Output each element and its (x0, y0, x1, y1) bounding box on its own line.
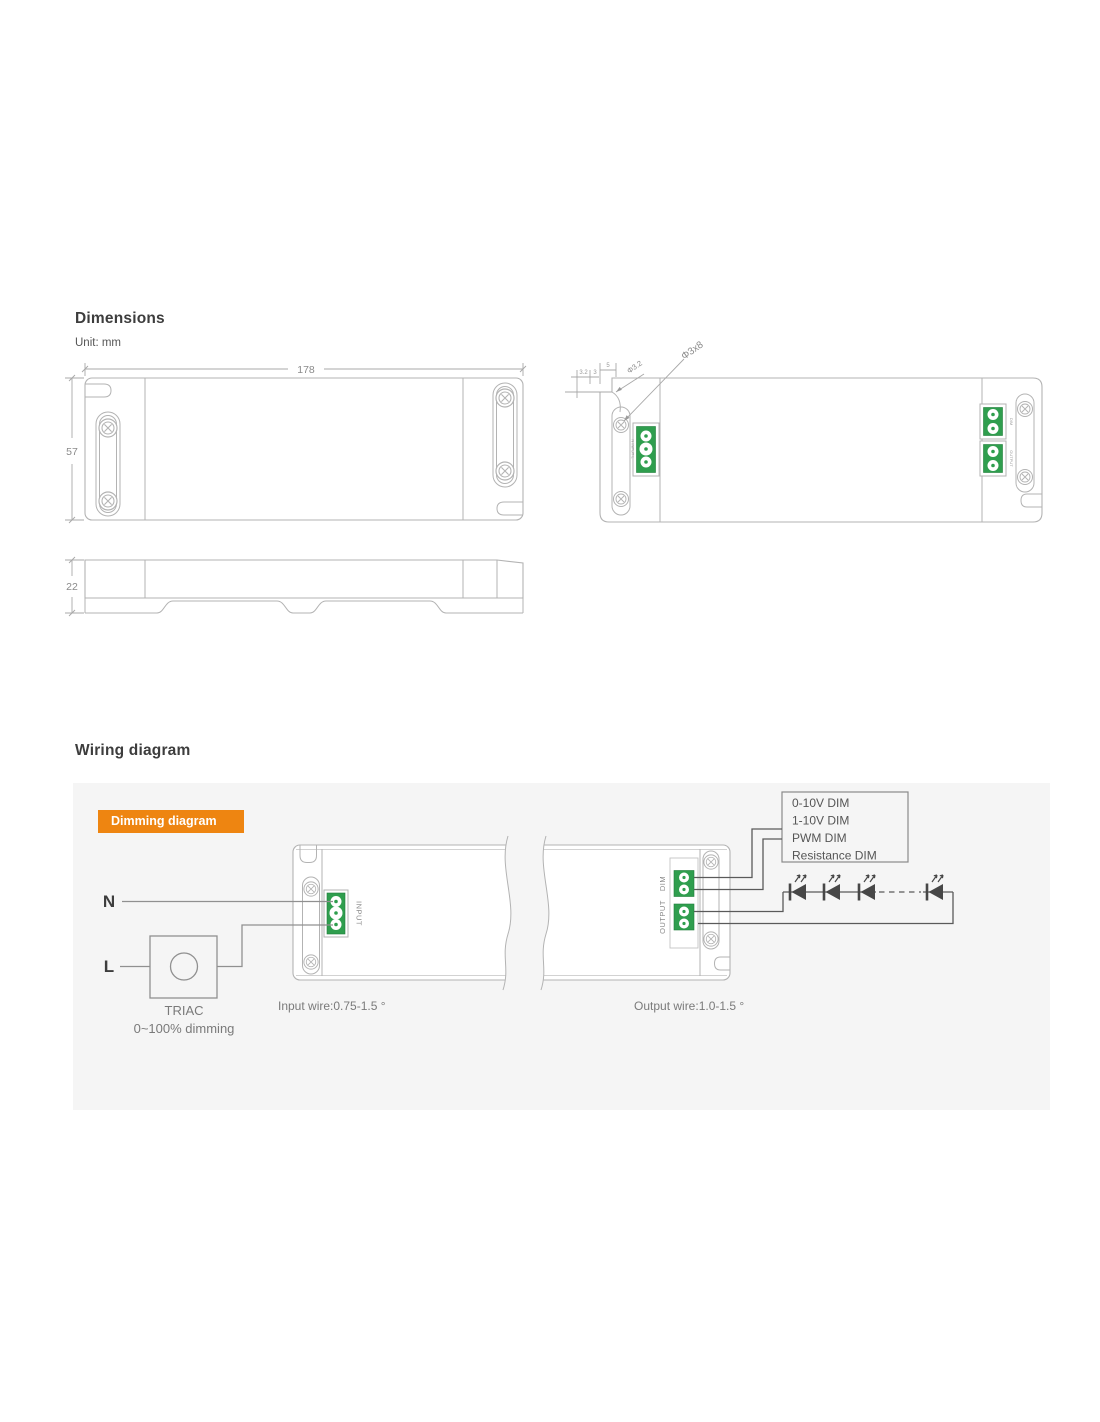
wiring-drawing (60, 780, 1060, 1115)
dim-modes-box (782, 792, 908, 863)
unit-label: Unit: mm (75, 337, 121, 349)
dimmer-knob (171, 953, 198, 980)
neutral-label: N (102, 892, 116, 911)
led-icon (859, 875, 875, 901)
dim-mode: Resistance DIM (792, 848, 877, 863)
end-view (565, 339, 1042, 522)
end-view-dim-terminal-label: DIM (1009, 417, 1014, 426)
triac-range-label: 0~100% dimming (133, 1021, 235, 1036)
height-value: 57 (66, 446, 78, 458)
end-view-output-terminal-label: OUTPUT (1009, 450, 1014, 467)
led-icon (824, 875, 840, 901)
screw-icon (1018, 402, 1033, 417)
output-terminal-label: OUTPUT (658, 900, 667, 934)
top-view (65, 363, 526, 523)
end-view-input-terminal-label: N INPUT L (630, 439, 636, 459)
screw-icon (304, 882, 318, 896)
profile-view (65, 557, 523, 616)
screw-icon (614, 492, 629, 507)
driver-body (293, 836, 730, 990)
led-icon (927, 875, 943, 901)
screw-spec-label: Φ3x8 (679, 339, 706, 363)
output-terminal (658, 900, 694, 934)
dim-terminal-label: DIM (658, 875, 667, 892)
dim-mode: 0-10V DIM (792, 796, 850, 810)
screw-icon (304, 955, 318, 969)
input-terminal-label: INPUT (354, 901, 364, 926)
triac-dimmer (150, 936, 217, 998)
dim-mode: 1-10V DIM (792, 813, 850, 828)
screw-icon (496, 462, 514, 480)
offset-c-value: 5 (606, 363, 610, 369)
output-return-wire (698, 892, 953, 924)
screw-icon (496, 389, 514, 407)
wiring-title: Wiring diagram (75, 742, 191, 759)
output-wire-note: Output wire:1.0-1.5 ° (634, 999, 745, 1013)
dim-mode: PWM DIM (792, 831, 847, 845)
screw-icon (1018, 470, 1033, 485)
led-icon (790, 875, 806, 901)
dimensions-title: Dimensions (75, 310, 165, 327)
offset-b-value: 3 (593, 370, 597, 376)
thickness-value: 22 (66, 581, 78, 593)
width-value: 178 (297, 364, 315, 376)
hole-diameter-label: Φ3.2 (625, 358, 644, 376)
end-view-input-terminal (631, 423, 660, 476)
end-view-outline (600, 378, 1042, 522)
screw-icon (704, 855, 718, 869)
screw-icon (704, 932, 718, 946)
top-view-outline (85, 378, 523, 520)
input-wire-note: Input wire:0.75-1.5 ° (278, 999, 386, 1013)
triac-label: TRIAC (164, 1003, 204, 1018)
dimming-diagram-badge: Dimming diagram (98, 810, 244, 833)
offset-a-value: 3.2 (579, 370, 588, 376)
live-label: L (103, 957, 115, 976)
profile-outline (85, 560, 523, 598)
screw-icon (614, 418, 629, 433)
screw-icon (99, 492, 117, 510)
screw-icon (99, 419, 117, 437)
